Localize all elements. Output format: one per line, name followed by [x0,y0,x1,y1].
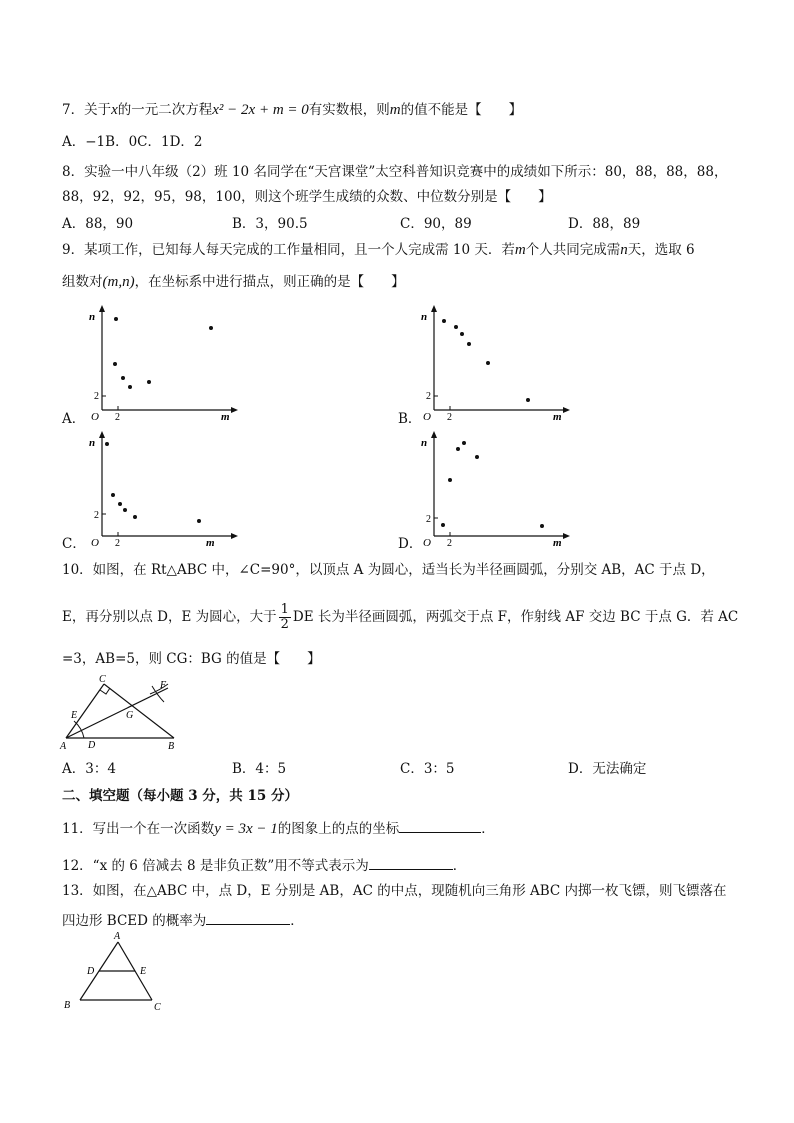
graph-a-point [128,385,132,389]
q10-label-g: G [126,710,134,721]
graph-a-point [147,380,151,384]
graph-c-point [123,508,127,512]
q10-option-d: D．无法确定 [568,761,647,777]
graph-d-point [475,455,479,459]
graph-b-point [486,361,490,365]
q11-text-a: 11．写出一个在一次函数 [62,821,215,837]
graph-a-m-label: m [221,411,230,423]
q10-frac-num: 1 [280,602,289,617]
graph-a-point [209,326,213,330]
graph-a-point [121,376,125,380]
q8-option-b: B．3，90.5 [232,216,308,232]
q10-option-b: B．4：5 [232,761,287,777]
q10-option-c: C．3：5 [400,761,455,777]
question-10-line2 [62,603,738,632]
graph-b-m-label: m [553,411,562,423]
q8-option-c: C．90，89 [400,216,472,232]
q11-end: ． [481,821,495,837]
graph-c-point [105,442,109,446]
graph-b-y-tick: 2 [426,391,431,402]
q10-option-a: A．3：4 [62,761,116,777]
graph-c-y-tick: 2 [94,510,99,521]
question-7-options: A．−1B．0C．1D．2 [62,134,203,150]
graph-d-point [441,523,445,527]
graph-d-x-tick: 2 [447,538,452,549]
graph-c-point [111,493,115,497]
q10-line2-b: DE 长为半径画圆弧，两弧交于点 F，作射线 AF 交边 BC 于点 G．若 AC [292,609,739,625]
section-2-title: 二、填空题（每小题 3 分，共 15 分） [62,788,298,804]
graph-b-point [460,332,464,336]
graph-a-n-label: n [89,311,96,323]
graph-d-n-label: n [421,437,428,449]
question-13-line1: 13．如图，在△ABC 中，点 D，E 分别是 AB，AC 的中点，现随机向三角形 ABC 内掷一枚飞镖，则飞镖落在 [62,883,727,899]
q10-label-c: C [99,674,106,685]
graph-b-point [442,319,446,323]
graph-a-point [114,317,118,321]
q10-label-b: B [168,741,175,752]
q10-line2-a: E，再分别以点 D，E 为圆心，大于 [62,609,277,625]
q10-label-e: E [71,710,78,721]
q13-line2-text: 四边形 BCED 的概率为 [62,913,207,929]
graph-d-point [540,524,544,528]
q10-frac-den: 2 [280,617,289,632]
q7-suffix1: 有实数根，则 [308,102,390,118]
graph-a-x-tick: 2 [115,412,120,423]
q9-var-m: m [514,242,526,258]
q9-pair: (m,n) [102,274,135,290]
q10-figure [60,672,190,752]
q9-option-d: D． [398,536,423,552]
q11-answer-blank[interactable] [399,818,481,833]
graph-b [418,306,568,421]
graph-c-origin: O [91,537,99,549]
question-9-line2 [62,273,405,291]
q9-option-c: C． [62,536,86,552]
q9-line1-b: 个人共同完成需 [525,242,621,258]
graph-b-n-label: n [421,311,428,323]
question-11 [62,818,495,838]
graph-c-point [118,502,122,506]
graph-b-point [467,342,471,346]
q9-line1-a: 9．某项工作，已知每人每天完成的工作量相同，且一个人完成需 10 天．若 [62,242,515,258]
question-12 [62,855,466,875]
q13-figure [60,930,180,1015]
q13-label-b: B [64,1000,71,1011]
graph-b-point [526,398,530,402]
graph-a-y-tick: 2 [94,391,99,402]
graph-d [418,432,568,547]
q7-suffix2: 的值不能是【 】 [400,102,523,118]
graph-d-y-tick: 2 [426,514,431,525]
graph-d-point [456,447,460,451]
graph-c-point [197,519,201,523]
question-7-stem [62,101,522,119]
q9-option-a: A． [62,411,86,427]
question-10-line3: =3，AB=5，则 CG：BG 的值是【 】 [62,651,321,667]
q13-label-d: D [87,966,95,977]
graph-c-n-label: n [89,437,96,449]
graph-a-origin: O [91,411,99,423]
q10-label-f: F [160,680,167,691]
graph-a-point [113,362,117,366]
graph-a [86,306,236,421]
graph-d-point [462,441,466,445]
graph-c-m-label: m [206,537,215,549]
question-8-line2: 88，92，92，95，98，100，则这个班学生成绩的众数、中位数分别是【 】 [62,189,552,205]
graph-d-m-label: m [553,537,562,549]
q10-fraction [279,603,291,632]
q10-label-d: D [88,740,96,751]
q9-var-n: n [620,242,628,258]
q7-var-x: x [111,102,118,118]
question-13-line2 [62,910,304,930]
q8-option-a: A．88，90 [62,216,134,232]
graph-b-point [454,325,458,329]
q13-label-c: C [154,1002,161,1013]
q7-var-m: m [389,102,401,118]
graph-c-point [133,515,137,519]
question-10-line1: 10．如图，在 Rt△ABC 中，∠C=90°，以顶点 A 为圆心，适当长为半径画圆弧，分别交 AB，AC 于点 D， [62,562,715,578]
q10-label-a: A [60,741,67,752]
q12-end: ． [452,858,467,874]
q13-answer-blank[interactable] [206,910,290,925]
q12-text: 12．“x 的 6 倍减去 8 是非负正数”用不等式表示为 [62,858,369,874]
q7-mid: 的一元二次方程 [117,102,213,118]
graph-d-point [448,478,452,482]
question-8-line1: 8．实验一中八年级（2）班 10 名同学在“天宫课堂”太空科普知识竞赛中的成绩如下所示：80，88，88，88， [62,164,728,180]
q12-answer-blank[interactable] [369,855,453,870]
q13-end: ． [290,913,304,929]
graph-b-x-tick: 2 [447,412,452,423]
q9-option-b: B． [398,411,422,427]
q7-equation: x² − 2x + m = 0 [212,102,309,118]
q13-label-a: A [114,931,121,942]
q9-line1-c: 天，选取 6 [627,242,695,258]
question-9-line1 [62,241,695,259]
q9-line2-b: ，在坐标系中进行描点，则正确的是【 】 [134,274,405,290]
q11-function: y = 3x − 1 [214,821,278,837]
graph-b-origin: O [423,411,431,423]
q7-prefix: 7．关于 [62,102,112,118]
q8-option-d: D．88，89 [568,216,641,232]
graph-d-origin: O [423,537,431,549]
q11-text-b: 的图象上的点的坐标 [277,821,400,837]
graph-c [86,432,236,547]
q9-line2-a: 组数对 [62,274,103,290]
q13-label-e: E [140,966,147,977]
graph-c-x-tick: 2 [115,538,120,549]
